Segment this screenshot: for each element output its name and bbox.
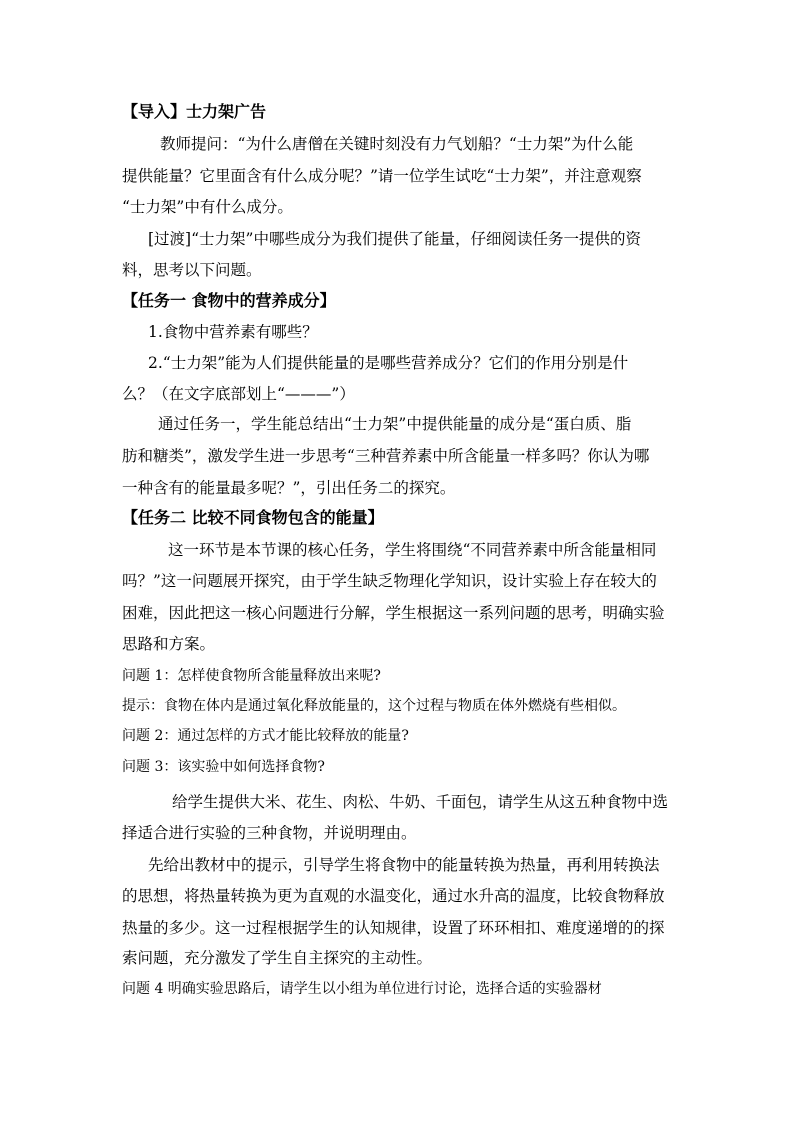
- task1-paragraph-line-3: 一种含有的能量最多呢？”，引出任务二的探究。: [122, 479, 456, 497]
- task1-question-2-line-1: 2.“士力架”能为人们提供能量的是哪些营养成分？它们的作用分别是什: [148, 354, 629, 372]
- task2-question-1: 问题 1：怎样使食物所含能量释放出来呢?: [122, 668, 381, 684]
- intro-heading: 【导入】士力架广告: [122, 102, 267, 121]
- task2-paragraph-1-line-3: 困难，因此把这一核心问题进行分解，学生根据这一系列问题的思考，明确实验: [122, 604, 665, 622]
- task2-paragraph-2-line-2: 择适合进行实验的三种食物，并说明理由。: [122, 824, 417, 842]
- task2-paragraph-1-line-4: 思路和方案。: [122, 635, 216, 653]
- task2-paragraph-3-line-4: 索问题，充分激发了学生自主探究的主动性。: [122, 949, 433, 967]
- intro-paragraph-2-line-1: [过渡]“士力架”中哪些成分为我们提供了能量，仔细阅读任务一提供的资: [148, 230, 641, 248]
- task2-paragraph-1-line-2: 吗？”这一问题展开探究，由于学生缺乏物理化学知识，设计实验上存在较大的: [122, 572, 657, 590]
- task2-hint: 提示：食物在体内是通过氧化释放能量的，这个过程与物质在体外燃烧有些相似。: [122, 698, 626, 714]
- intro-paragraph-2-line-2: 料，思考以下问题。: [122, 261, 262, 279]
- task2-paragraph-2-line-1: 给学生提供大米、花生、肉松、牛奶、千面包，请学生从这五种食物中选: [172, 793, 669, 811]
- intro-paragraph-1-line-2: 提供能量？它里面含有什么成分呢？”请一位学生试吃“士力架”，并注意观察: [122, 167, 642, 185]
- task2-paragraph-3-line-1: 先给出教材中的提示，引导学生将食物中的能量转换为热量，再利用转换法: [148, 856, 660, 874]
- task1-question-1: 1.食物中营养素有哪些？: [148, 323, 318, 341]
- task2-question-3: 问题 3：该实验中如何选择食物?: [122, 759, 325, 775]
- task1-paragraph-line-1: 通过任务一，学生能总结出“士力架”中提供能量的成分是“蛋白质、脂: [158, 415, 632, 433]
- task1-paragraph-line-2: 肪和糖类”，激发学生进一步思考“三种营养素中所含能量一样多吗？你认为哪: [122, 447, 650, 465]
- task2-question-4: 问题 4 明确实验思路后，请学生以小组为单位进行讨论，选择合适的实验器材: [122, 981, 602, 997]
- intro-paragraph-1-line-3: “士力架”中有什么成分。: [122, 198, 293, 216]
- task1-heading: 【任务一 食物中的营养成分】: [122, 291, 336, 310]
- task1-question-2-line-2: 么？（在文字底部划上“———”）: [122, 385, 355, 403]
- task2-heading: 【任务二 比较不同食物包含的能量】: [122, 508, 384, 527]
- task2-paragraph-3-line-2: 的思想，将热量转换为更为直观的水温变化，通过水升高的温度，比较食物释放: [122, 887, 665, 905]
- intro-paragraph-1-line-1: 教师提问：“为什么唐僧在关键时刻没有力气划船？“士力架”为什么能: [160, 135, 634, 153]
- task2-paragraph-3-line-3: 热量的多少。这一过程根据学生的认知规律，设置了环环相扣、难度递增的的探: [122, 919, 665, 937]
- task2-question-2: 问题 2：通过怎样的方式才能比较释放的能量?: [122, 728, 409, 744]
- task2-paragraph-1-line-1: 这一环节是本节课的核心任务，学生将围绕“不同营养素中所含能量相同: [168, 541, 657, 559]
